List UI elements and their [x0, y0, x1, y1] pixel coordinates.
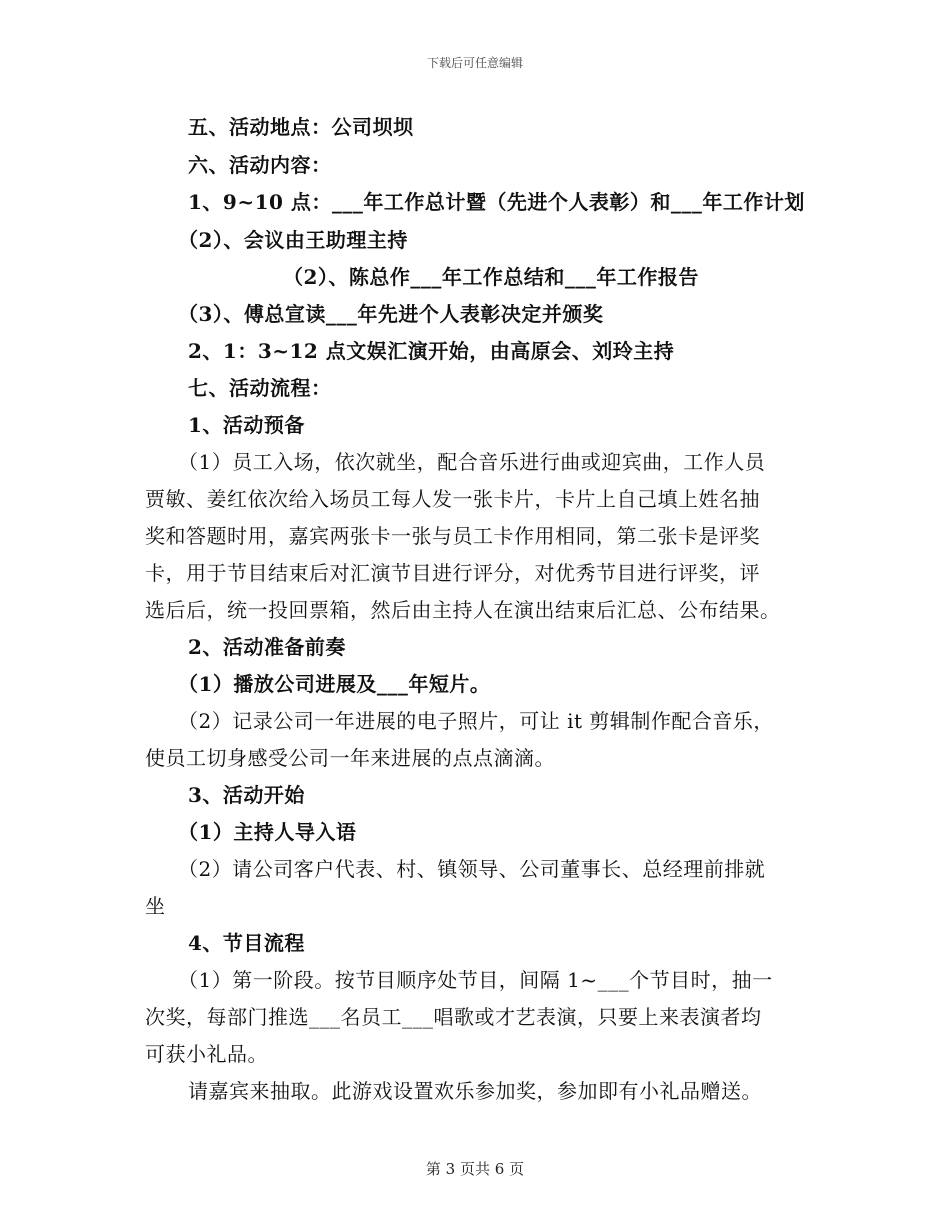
paragraph-line: 奖和答题时用，嘉宾两张卡一张与员工卡作用相同，第二张卡是评奖	[145, 524, 760, 548]
paragraph-line: 请嘉宾来抽取。此游戏设置欢乐参加奖，参加即有小礼品赠送。	[188, 1079, 762, 1103]
content-item-2: 2、1：3~12 点文娱汇演开始，由高原会、刘玲主持	[188, 339, 675, 363]
flow-heading-program: 4、节目流程	[188, 931, 305, 955]
paragraph-line: 贾敏、姜红依次给入场员工每人发一张卡片，卡片上自己填上姓名抽	[145, 487, 760, 511]
page-footer: 第 3 页共 6 页	[425, 1160, 525, 1178]
section-heading-flow: 七、活动流程：	[188, 376, 332, 400]
paragraph-line: 选后后，统一投回票箱，然后由主持人在演出结束后汇总、公布结果。	[145, 598, 781, 622]
flow-heading-prepare: 1、活动预备	[188, 413, 305, 437]
paragraph-line: （2）记录公司一年进展的电子照片，可让 it 剪辑制作配合音乐，	[178, 709, 774, 733]
paragraph-line: 可获小礼品。	[145, 1042, 268, 1066]
paragraph-line: 坐	[145, 894, 166, 918]
section-heading-venue: 五、活动地点：公司坝坝	[188, 115, 414, 139]
flow-heading-prelude: 2、活动准备前奏	[188, 635, 346, 659]
paragraph-line: （1）员工入场，依次就坐，配合音乐进行曲或迎宾曲，工作人员	[178, 450, 766, 474]
section-heading-content: 六、活动内容：	[188, 153, 332, 177]
paragraph-line: 使员工切身感受公司一年来进展的点点滴滴。	[145, 746, 555, 770]
content-subitem-award: （3）、傅总宣读___年先进个人表彰决定并颁奖	[178, 302, 604, 326]
paragraph-line: （1）第一阶段。按节目顺序处节目，间隔 1~___个节目时，抽一	[178, 968, 773, 992]
flow-heading-start: 3、活动开始	[188, 783, 305, 807]
start-item-1: （1）主持人导入语	[178, 820, 357, 844]
content-item-1: 1、9~10 点：___年工作总计暨（先进个人表彰）和___年工作计划	[188, 190, 805, 214]
prelude-item-1: （1）播放公司进展及___年短片。	[178, 672, 491, 696]
paragraph-line: 卡，用于节目结束后对汇演节目进行评分，对优秀节目进行评奖，评	[145, 561, 760, 585]
page-header: 下载后可任意编辑	[426, 56, 523, 70]
paragraph-line: 次奖，每部门推选___名员工___唱歌或才艺表演，只要上来表演者均	[145, 1005, 762, 1029]
content-subitem-report: （2）、陈总作___年工作总结和___年工作报告	[283, 265, 699, 289]
content-subitem-host: （2）、会议由王助理主持	[178, 228, 408, 252]
paragraph-line: （2）请公司客户代表、村、镇领导、公司董事长、总经理前排就	[178, 857, 766, 881]
